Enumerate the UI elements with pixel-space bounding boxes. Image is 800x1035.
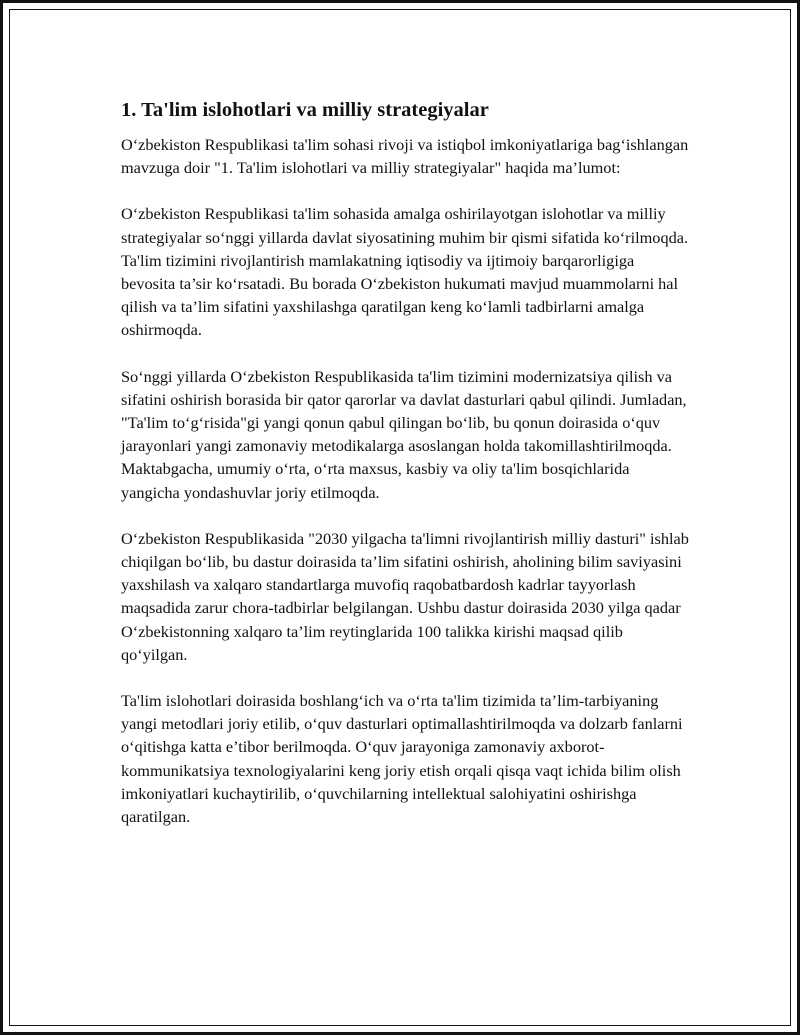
document-body: [121, 98, 691, 851]
paragraph-teaching-methods: Ta'lim islohotlari doirasida boshlang‘ich va o‘rta ta'lim tizimida ta’lim-tarbiyaning yangi metodlari joriy etilib, o‘quv dasturlari optimallashtirilmoqda va dolzarb fanlarni o‘qitishga katta e’tibor berilmoqda. O‘quv jarayoniga zamonaviy axborot-kommunikatsiya texnologiyalarini keng joriy etish orqali qisqa vaqt ichida bilim olish imkoniyatlari kuchaytirilib, o‘quvchilarning intellektual salohiyatini oshirishga qaratilgan.: [121, 691, 683, 827]
paragraph-reforms-overview: O‘zbekiston Respublikasi ta'lim sohasida amalga oshirilayotgan islohotlar va milliy strategiyalar so‘nggi yillarda davlat siyosatining muhim bir qismi sifatida ko‘rilmoqda. Ta'lim tizimini rivojlantirish mamlakatning iqtisodiy va ijtimoiy barqarorligiga bevosita ta’sir ko‘rsatadi. Bu borada O‘zbekiston hukumati mavjud muammolarni hal qilish va ta’lim sifatini yaxshilashga qaratilgan keng ko‘lamli tadbirlarni amalga oshirmoqda.: [121, 204, 689, 340]
paragraph-intro: O‘zbekiston Respublikasi ta'lim sohasi rivoji va istiqbol imkoniyatlariga bag‘ishlangan mavzuga doir "1. Ta'lim islohotlari va milliy strategiyalar" haqida ma’lumot:: [121, 135, 689, 178]
paragraph-2030-program: O‘zbekiston Respublikasida "2030 yilgacha ta'limni rivojlantirish milliy dasturi" ishlab chiqilgan bo‘lib, bu dastur doirasida ta’lim sifatini oshirish, aholining bilim saviyasini yaxshilash va xalqaro standartlarga muvofiq raqobatbardosh kadrlar tayyorlash maqsadida zarur chora-tadbirlar belgilangan. Ushbu dastur doirasida 2030 yilga qadar O‘zbekistonning xalqaro ta’lim reytinglarida 100 talikka kirishi maqsad qilib qo‘yilgan.: [121, 528, 689, 664]
document-title: 1. Ta'lim islohotlari va milliy strategiyalar: [121, 99, 489, 121]
paragraph-modernization: So‘nggi yillarda O‘zbekiston Respublikasida ta'lim tizimini modernizatsiya qilish va sifatini oshirish borasida bir qator qarorlar va davlat dasturlari qabul qilindi. Jumladan, "Ta'lim to‘g‘risida"gi yangi qonun qabul qilingan bo‘lib, bu qonun doirasida o‘quv jarayonlari yangi zamonaviy metodikalarga asoslangan holda takomillashtirilmoqda. Maktabgacha, umumiy o‘rta, o‘rta maxsus, kasbiy va oliy ta'lim bosqichlarida yangicha yondashuvlar joriy etilmoqda.: [121, 366, 687, 502]
